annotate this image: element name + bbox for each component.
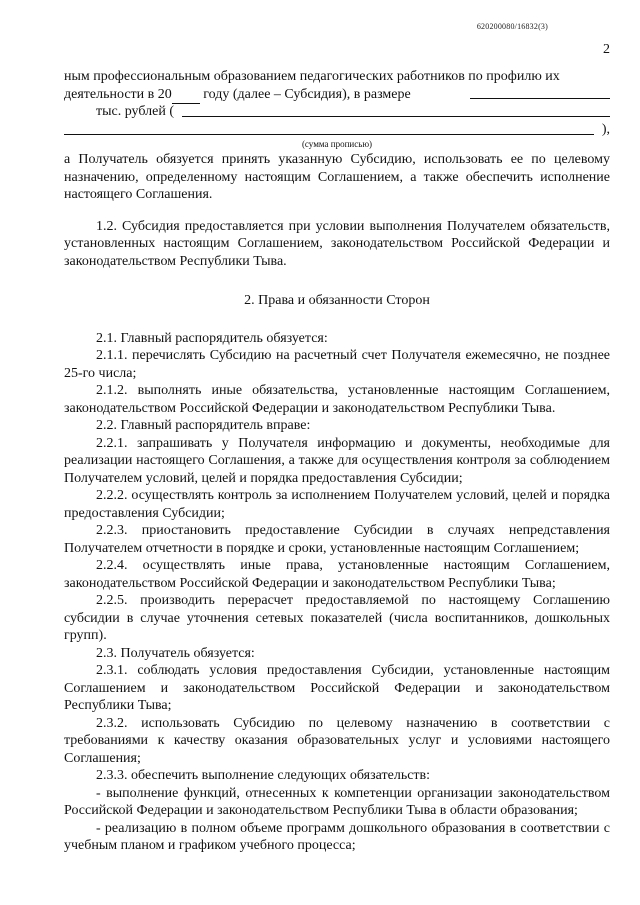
amount-blank bbox=[470, 98, 610, 99]
section-2-title: 2. Права и обязанности Сторон bbox=[244, 293, 430, 308]
clause-2-1: 2.1. Главный распорядитель обязуется: bbox=[96, 330, 328, 346]
intro-line-2 bbox=[64, 86, 610, 104]
clause-2-1-2: 2.1.2. выполнять иные обязательства, установленные настоящим Соглашением, законодательством Российской Федерации и законодательством Республики Тыва. bbox=[64, 383, 610, 416]
document-number: 620200080/16832(3) bbox=[476, 22, 548, 31]
intro-line-1: ным профессиональным образованием педагогических работников по профилю их bbox=[64, 69, 560, 84]
clause-2-2-2: 2.2.2. осуществлять контроль за исполнением Получателем условий, целей и порядка предоставления Субсидии; bbox=[64, 488, 610, 521]
intro-line-4-end: ), bbox=[601, 121, 610, 137]
clause-2-2-3: 2.2.3. приостановить предоставление Субсидии в случаях непредставления Получателем отчетности в порядке и сроки, установленные настоящим Соглашением; bbox=[64, 523, 610, 556]
year-blank bbox=[172, 86, 200, 105]
clause-2-3: 2.3. Получатель обязуется: bbox=[96, 645, 255, 661]
page-number: 2 bbox=[603, 42, 610, 57]
intro-line-3-text: тыс. рублей ( bbox=[96, 104, 174, 119]
clause-2-1-1: 2.1.1. перечислять Субсидию на расчетный счет Получателя ежемесячно, не позднее 25-го числа; bbox=[64, 348, 610, 381]
clause-2-2-5: 2.2.5. производить перерасчет предоставляемой по настоящему Соглашению субсидии в случае уточнения сетевых показателей (числа воспитанников, дошкольных групп). bbox=[64, 593, 610, 643]
paragraph-1-2: 1.2. Субсидия предоставляется при условии выполнения Получателем обязательств, установленных настоящим Соглашением, законодательством Российской Федерации и законодательством Республики Тыва. bbox=[64, 218, 610, 269]
amount-caption: (сумма прописью) bbox=[301, 139, 373, 149]
amount-words-blank-2 bbox=[64, 134, 594, 135]
clause-2-2-1: 2.2.1. запрашивать у Получателя информацию и документы, необходимые для реализации настоящего Соглашения, а также для осуществления контроля за соблюдением Получателем условий, целей и порядка предоставления Субсидии; bbox=[64, 435, 610, 486]
intro-line-4 bbox=[64, 121, 610, 139]
intro-continuation: а Получатель обязуется принять указанную Субсидию, использовать ее по целевому назначению, определенному настоящим Соглашением, а также обеспечить исполнение настоящего Соглашения. bbox=[64, 152, 610, 202]
document-body bbox=[64, 68, 610, 855]
intro-line-3 bbox=[64, 103, 610, 121]
spacer bbox=[64, 204, 610, 218]
clause-2-2: 2.2. Главный распорядитель вправе: bbox=[96, 418, 311, 433]
clause-2-3-2: 2.3.2. использовать Субсидию по целевому назначению в соответствии с требованиями к качеству оказания образовательных услуг и условиями настоящего Соглашения; bbox=[64, 715, 610, 766]
clause-2-3-1: 2.3.1. соблюдать условия предоставления Субсидии, установленные настоящим Соглашением и законодательством Российской Федерации и законодательством Республики Тыва; bbox=[64, 663, 610, 713]
clause-2-3-3: 2.3.3. обеспечить выполнение следующих обязательств: bbox=[96, 768, 431, 783]
clause-2-2-4: 2.2.4. осуществлять иные права, установленные настоящим Соглашением, законодательством Российской Федерации и законодательством Республики Тыва; bbox=[64, 558, 610, 591]
amount-words-blank-1 bbox=[182, 116, 610, 117]
intro-line-2-middle: году (далее – Субсидия), в размере bbox=[203, 86, 411, 102]
obligation-item-1: - выполнение функций, отнесенных к компетенции организации законодательством Российской Федерации и законодательством Республики Тыва в области образования; bbox=[64, 785, 610, 818]
obligation-item-2: - реализацию в полном объеме программ дошкольного образования в соответствии с учебным планом и графиком учебного процесса; bbox=[64, 820, 610, 853]
intro-line-2-start: деятельности в 20 bbox=[64, 86, 172, 102]
